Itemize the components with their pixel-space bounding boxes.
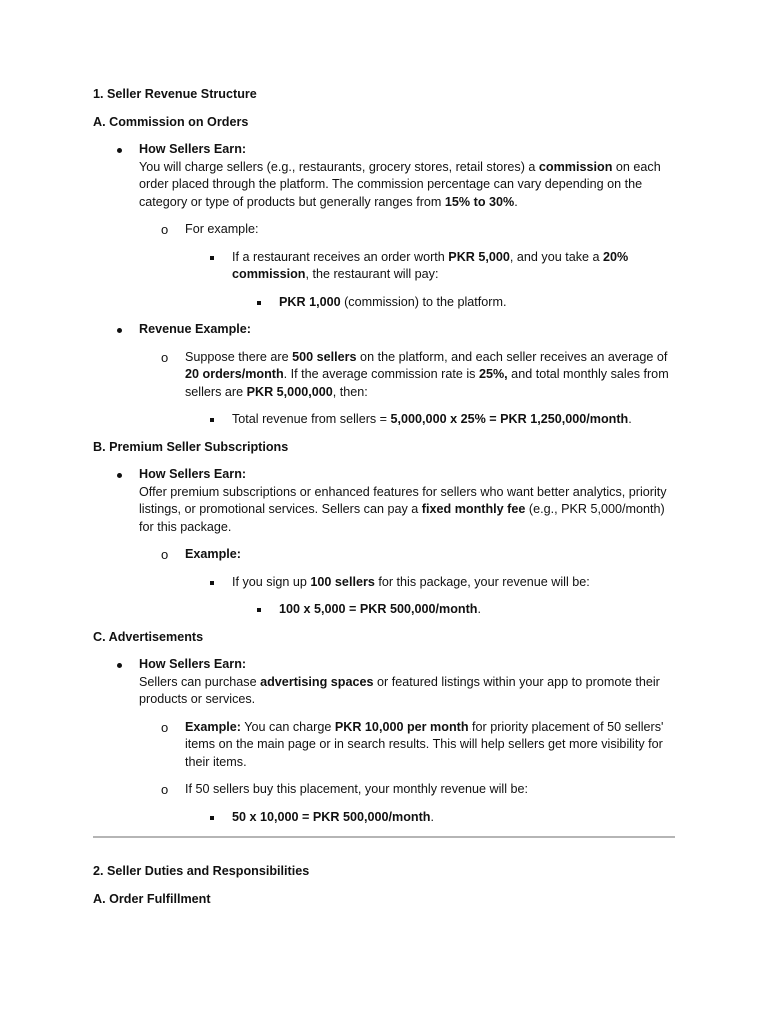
bullet-text: How Sellers Earn: Sellers can purchase advertising spaces or featured listings within your app to promote their products or services.	[139, 657, 660, 706]
subsection-c-title: C. Advertisements	[93, 629, 204, 644]
bullet-restaurant-example	[232, 249, 642, 284]
bullet-circle: o	[161, 547, 169, 562]
bullet-text: PKR 1,000 (commission) to the platform.	[279, 294, 507, 309]
bullet-how-sellers-earn-c	[139, 656, 675, 709]
bullet-text: If 50 sellers buy this placement, your monthly revenue will be:	[185, 782, 528, 796]
bullet-ads-result	[232, 809, 675, 827]
bullet-text: How Sellers Earn: You will charge sellers (e.g., restaurants, grocery stores, retail stores) a commission on each order placed through the platform. The commission percentage can vary depending on the category or type of products but generally ranges from 15% to 30%.	[139, 142, 661, 209]
bullet-text: If you sign up 100 sellers for this package, your revenue will be:	[232, 574, 590, 589]
bullet-text: Example: You can charge PKR 10,000 per month for priority placement of 50 sellers' items on the main page or in search results. This will help sellers get more visibility for their items.	[185, 719, 664, 769]
bullet-subscription-result	[279, 601, 675, 619]
bullet-revenue-example	[139, 321, 675, 339]
bullet-square	[210, 816, 214, 820]
bullet-sign-up	[232, 574, 675, 592]
bullet-example-c	[161, 719, 675, 772]
subsection-b-title: B. Premium Seller Subscriptions	[93, 439, 289, 454]
bullet-example-b	[161, 546, 675, 564]
bullet-disc	[117, 663, 122, 668]
subsection-a-title: A. Commission on Orders	[93, 114, 249, 129]
bullet-square	[257, 608, 261, 612]
bullet-how-sellers-earn-b	[139, 466, 675, 536]
bullet-if-50-sellers	[161, 781, 675, 799]
bullet-text: For example:	[185, 222, 259, 236]
bullet-square	[210, 581, 214, 585]
bullet-text: Example:	[185, 547, 241, 561]
bullet-text: 100 x 5,000 = PKR 500,000/month.	[279, 602, 481, 616]
bullet-circle: o	[161, 782, 169, 797]
bullet-suppose	[161, 349, 675, 402]
bullet-disc	[117, 473, 122, 478]
section-1-title: 1. Seller Revenue Structure	[93, 87, 257, 101]
bullet-circle: o	[161, 719, 169, 735]
bullet-square	[210, 256, 214, 260]
bullet-how-sellers-earn-a	[139, 141, 675, 211]
bullet-text: How Sellers Earn: Offer premium subscriptions or enhanced features for sellers who want better analytics, priority listings, or promotional services. Sellers can pay a fixed monthly fee (e.g., PKR 5,000/month) for this package.	[139, 467, 667, 534]
bullet-commission-pay	[279, 294, 675, 312]
bullet-total-revenue	[232, 411, 675, 429]
bullet-square	[257, 301, 261, 305]
bullet-text: Suppose there are 500 sellers on the platform, and each seller receives an average of 20 orders/month. If the average commission rate is 25%, and total monthly sales from sellers are PKR 5,000,000, then:	[185, 349, 669, 399]
bullet-circle: o	[161, 349, 169, 365]
bullet-disc	[117, 148, 122, 153]
bullet-circle: o	[161, 222, 169, 237]
bullet-text: If a restaurant receives an order worth PKR 5,000, and you take a 20% commission, the restaurant will pay:	[232, 249, 629, 281]
bullet-disc	[117, 328, 122, 333]
bullet-for-example	[161, 221, 675, 239]
bullet-square	[210, 418, 214, 422]
document-page	[93, 86, 675, 908]
bullet-text: Total revenue from sellers = 5,000,000 x 25% = PKR 1,250,000/month.	[232, 412, 632, 426]
horizontal-rule	[93, 836, 675, 838]
bullet-text: 50 x 10,000 = PKR 500,000/month.	[232, 809, 434, 824]
bullet-text: Revenue Example:	[139, 322, 251, 336]
section-2-title: 2. Seller Duties and Responsibilities	[93, 864, 310, 878]
section-2-subsection-a-title: A. Order Fulfillment	[93, 891, 211, 906]
